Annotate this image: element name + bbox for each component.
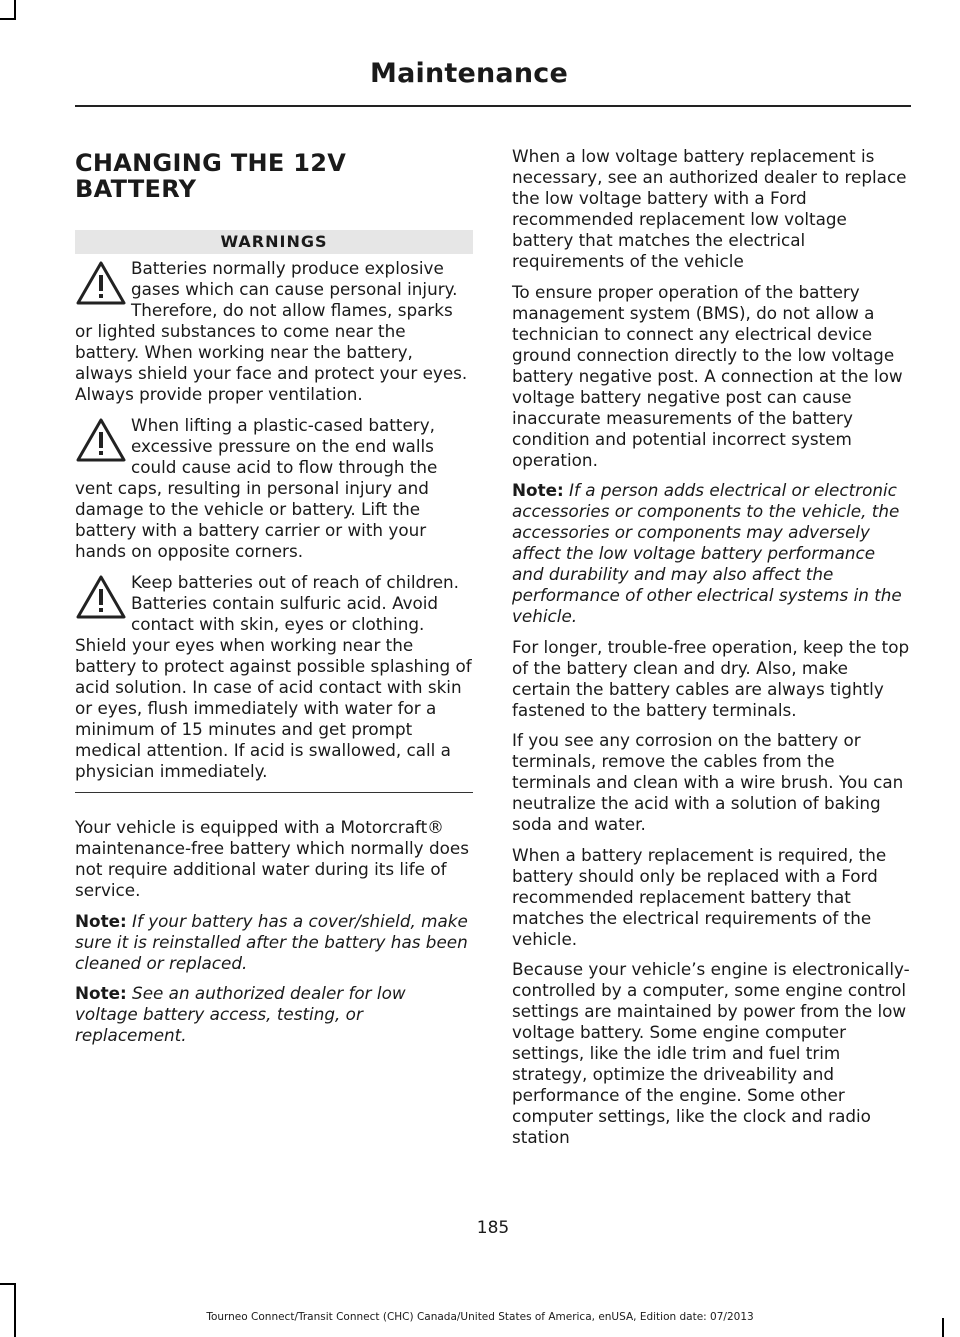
warning-triangle-icon <box>75 574 127 622</box>
warnings-heading: WARNINGS <box>75 230 473 254</box>
note-label: Note: <box>512 480 564 500</box>
note-text: If your battery has a cover/shield, make sure it is reinstalled after the battery has been cleaned or replaced. <box>75 910 468 973</box>
page-footer: Tourneo Connect/Transit Connect (CHC) Canada/United States of America, enUSA, Edition date: 07/2013 <box>206 1311 754 1323</box>
body-paragraph: When a low voltage battery replacement is necessary, see an authorized dealer to replace the low voltage battery with a Ford recommended replacement low voltage battery that matches the electrical requirements of the vehicle <box>512 146 907 271</box>
page-header-title: Maintenance <box>370 58 568 89</box>
warning-item <box>75 415 473 562</box>
body-paragraph: When a battery replacement is required, the battery should only be replaced with a Ford recommended replacement battery that matches the electrical requirements of the vehicle. <box>512 844 887 949</box>
right-column <box>512 146 910 1158</box>
note-label: Note: <box>75 910 127 931</box>
note-label: Note: <box>75 983 127 1003</box>
warning-item <box>75 258 473 405</box>
note-text: See an authorized dealer for low voltage battery access, testing, or replacement. <box>75 983 406 1045</box>
body-paragraph: If you see any corrosion on the battery or terminals, remove the cables from the terminals and clean with a wire brush. You can neutralize the acid with a solution of baking soda and water. <box>512 730 904 834</box>
header-divider <box>75 105 911 107</box>
page-number: 185 <box>476 1218 510 1238</box>
body-paragraph: Your vehicle is equipped with a Motorcraft® maintenance-free battery which normally does not require additional water during its life of service. <box>75 817 469 900</box>
warning-text: Batteries normally produce explosive gases which can cause personal injury. Therefore, do not allow flames, sparks or lighted substances to come near the battery. When working near the battery, always shield your face and protect your eyes. Always provide proper ventilation. <box>75 258 468 404</box>
body-paragraph: For longer, trouble-free operation, keep the top of the battery clean and dry. Also, make certain the battery cables are always tightly fastened to the battery terminals. <box>512 636 910 720</box>
warning-triangle-icon <box>75 260 127 308</box>
note <box>75 911 473 974</box>
section-title: CHANGING THE 12V BATTERY <box>75 149 347 203</box>
left-column <box>75 140 473 1056</box>
note <box>512 480 910 627</box>
body-paragraph: To ensure proper operation of the battery management system (BMS), do not allow a technician to connect any electrical device ground connection directly to the low voltage battery negative post. A connection at the low voltage battery negative post can cause inaccurate measurements of the battery condition and potential incorrect system operation. <box>512 281 903 470</box>
warning-text: When lifting a plastic-cased battery, excessive pressure on the end walls could cause acid to flow through the vent caps, resulting in personal injury and damage to the vehicle or battery. Lift the battery with a battery carrier or with your hands on opposite corners. <box>75 415 438 561</box>
crop-mark <box>0 18 16 20</box>
crop-mark <box>14 0 16 20</box>
warning-triangle-icon <box>75 417 127 465</box>
warning-item <box>75 572 473 782</box>
body-paragraph: Because your vehicle’s engine is electronically-controlled by a computer, some engine control settings are maintained by power from the low voltage battery. Some engine computer settings, like the idle trim and fuel trim strategy, optimize the driveability and performance of the engine. Some other computer settings, like the clock and radio station <box>512 959 910 1147</box>
warning-text: Keep batteries out of reach of children. Batteries contain sulfuric acid. Avoid contact with skin, eyes or clothing. Shield your eyes when working near the battery to protect against possible splashing of acid solution. In case of acid contact with skin or eyes, flush immediately with water for a minimum of 15 minutes and get prompt medical attention. If acid is swallowed, call a physician immediately. <box>75 572 472 781</box>
note-text: If a person adds electrical or electronic accessories or components to the vehicle, the accessories or components may adversely affect the low voltage battery performance and durability and may also affect the performance of other electrical systems in the vehicle. <box>512 480 902 626</box>
note <box>75 983 473 1046</box>
warnings-end-divider <box>75 792 473 793</box>
crop-mark <box>14 1283 16 1337</box>
crop-mark <box>0 1283 16 1285</box>
